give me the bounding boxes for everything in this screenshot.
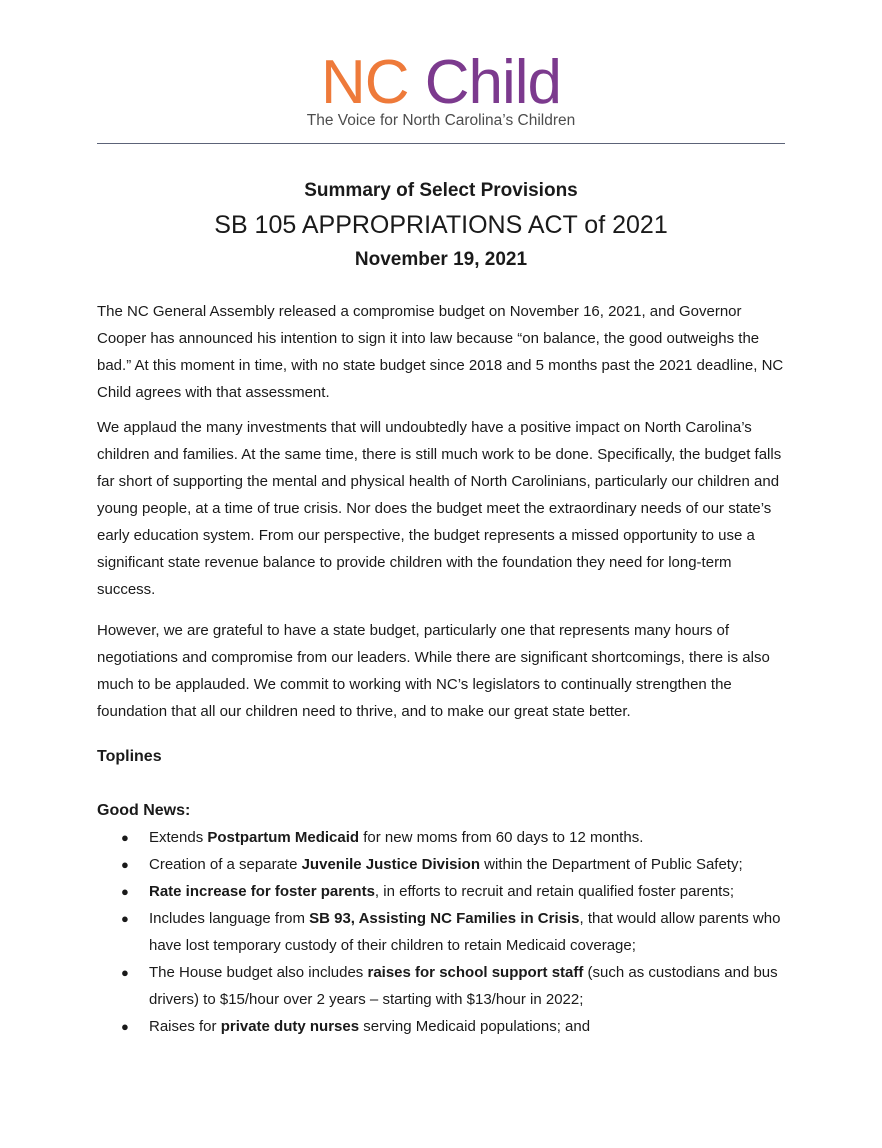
bullet-emphasis: Juvenile Justice Division <box>301 856 480 873</box>
toplines-heading: Toplines <box>97 748 162 765</box>
bullet-text: , in efforts to recruit and retain qualified foster parents; <box>374 883 735 900</box>
list-item <box>97 851 787 878</box>
bullet-text: Creation of a separate <box>149 856 302 873</box>
bullet-text: within the Department of Public Safety; <box>480 856 743 873</box>
list-item <box>97 1013 787 1040</box>
title-block <box>0 177 882 274</box>
bullet-text: The House budget also includes <box>149 964 368 981</box>
paragraph-applaud <box>97 414 787 603</box>
logo-child: Child <box>424 48 562 117</box>
good-news-heading: Good News: <box>97 802 191 819</box>
bullet-text: serving Medicaid populations; and <box>359 1018 591 1035</box>
paragraph-intro <box>97 298 787 406</box>
paragraph-text: The NC General Assembly released a compromise budget on November 16, 2021, and Governor Cooper has announced his intention to sign it into law because “on balance, the good outweighs the bad.” At this moment in time, with no state budget since 2018 and 5 months past the 2021 deadline, NC Child agrees with that assessment. <box>97 303 784 401</box>
bullet-icon: ● <box>121 857 129 872</box>
document-date: November 19, 2021 <box>354 249 528 270</box>
good-news-list <box>97 824 787 1040</box>
logo-wordmark <box>0 50 882 116</box>
bullet-emphasis: private duty nurses <box>220 1018 360 1035</box>
bullet-text: , that would allow parents who have lost temporary custody of their children to retain Medicaid coverage; <box>149 910 781 954</box>
bullet-text: Raises for <box>149 1018 221 1035</box>
bullet-text: for new moms from 60 days to 12 months. <box>359 829 644 846</box>
summary-title: Summary of Select Provisions <box>304 180 578 201</box>
list-item <box>97 905 787 959</box>
nc-child-logo <box>0 50 882 130</box>
paragraph-grateful <box>97 617 787 725</box>
paragraph-text: However, we are grateful to have a state budget, particularly one that represents many hours of negotiations and compromise from our leaders. While there are significant shortcomings, there is also much to be applauded. We commit to working with NC’s legislators to continually strengthen the foundation that all our children need to thrive, and to make our great state better. <box>97 622 770 720</box>
header-divider <box>97 143 785 144</box>
bullet-text: (such as custodians and bus drivers) to $15/hour over 2 years – starting with $13/hour in 2022; <box>149 964 778 1008</box>
bullet-icon: ● <box>121 911 129 926</box>
list-item <box>97 824 787 851</box>
bullet-text: Extends <box>149 829 208 846</box>
bullet-icon: ● <box>121 1019 129 1034</box>
logo-nc: NC <box>320 48 409 117</box>
act-title: SB 105 APPROPRIATIONS ACT of 2021 <box>214 211 668 239</box>
paragraph-text: We applaud the many investments that will undoubtedly have a positive impact on North Carolina’s children and families. At the same time, there is still much work to be done. Specifically, the budget falls far short of supporting the mental and physical health of North Carolinians, particularly our children and young people, at a time of true crisis. Nor does the budget meet the extraordinary needs of our state’s early education system. From our perspective, the budget represents a missed opportunity to use a significant state revenue balance to provide children with the foundation they need for long-term success. <box>97 419 782 598</box>
bullet-icon: ● <box>121 965 129 980</box>
bullet-emphasis: Postpartum Medicaid <box>207 829 360 846</box>
logo-tagline: The Voice for North Carolina’s Children <box>306 112 576 129</box>
bullet-icon: ● <box>121 830 129 845</box>
bullet-emphasis: SB 93, Assisting NC Families in Crisis <box>309 910 580 927</box>
list-item <box>97 878 787 905</box>
bullet-emphasis: raises for school support staff <box>367 964 584 981</box>
bullet-emphasis: Rate increase for foster parents <box>149 883 375 900</box>
list-item <box>97 959 787 1013</box>
bullet-icon: ● <box>121 884 129 899</box>
bullet-text: Includes language from <box>149 910 310 927</box>
